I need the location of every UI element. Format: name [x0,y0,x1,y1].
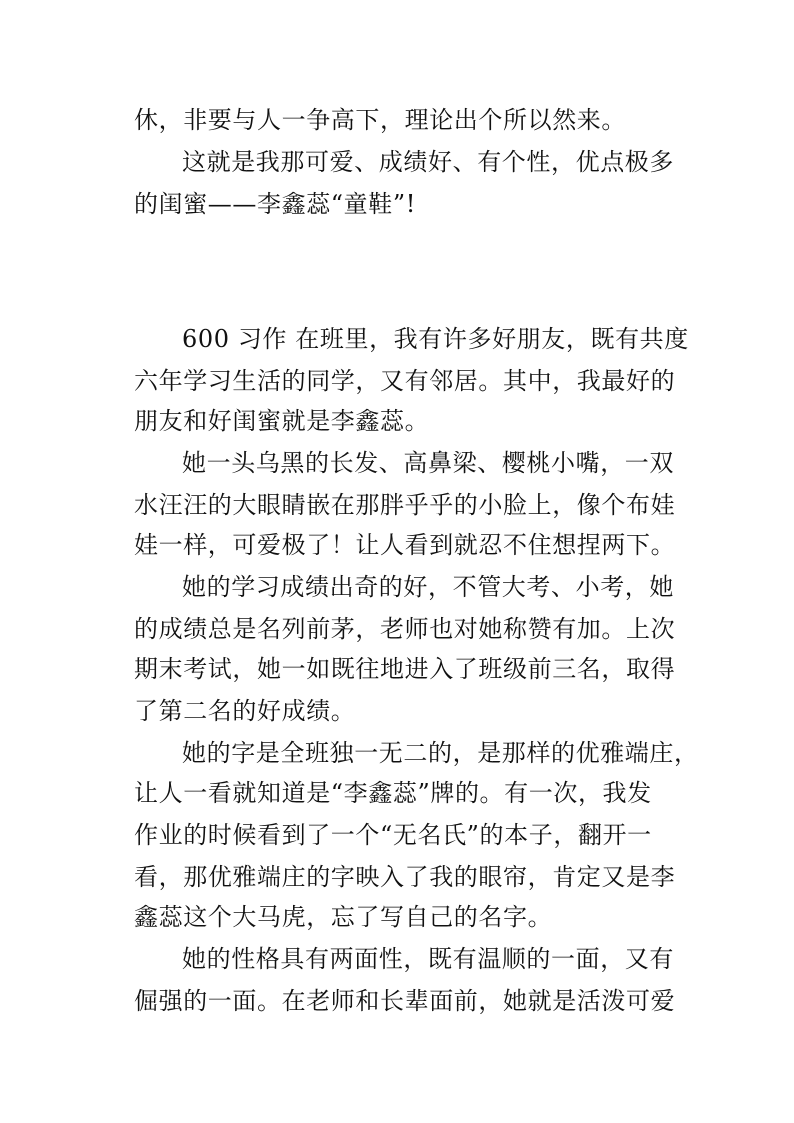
text-line: 这就是我那可爱、成绩好、有个性，优点极多 [182,148,674,176]
text-line: 六年学习生活的同学，又有邻居。其中，我最好的 [134,367,676,395]
text-line: 朋友和好闺蜜就是李鑫蕊。 [134,407,430,435]
text-line: 娃一样，可爱极了！让人看到就忍不住想捏两下。 [134,531,676,559]
text-line: 的闺蜜——李鑫蕊“童鞋”! [134,190,416,218]
text-line: 倔强的一面。在老师和长辈面前，她就是活泼可爱 [134,987,676,1015]
text-line: 休，非要与人一争高下，理论出个所以然来。 [134,106,626,134]
text-line: 水汪汪的大眼睛嵌在那胖乎乎的小脸上，像个布娃 [134,491,676,519]
text-line: 了第二名的好成绩。 [134,697,356,725]
text-line: 作业的时候看到了一个“无名氏”的本子，翻开一 [134,821,652,849]
text-line: 她一头乌黑的长发、高鼻梁、樱桃小嘴，一双 [182,449,674,477]
text-line: 她的字是全班独一无二的，是那样的优雅端庄， [182,739,699,767]
text-line: 期末考试，她一如既往地进入了班级前三名，取得 [134,655,676,683]
text-line: 鑫蕊这个大马虎，忘了写自己的名字。 [134,903,553,931]
text-line: 的成绩总是名列前茅，老师也对她称赞有加。上次 [134,615,676,643]
text-line: 看，那优雅端庄的字映入了我的眼帘，肯定又是李 [134,863,676,891]
text-line: 她的性格具有两面性，既有温顺的一面，又有 [182,945,674,973]
text-line: 她的学习成绩出奇的好，不管大考、小考，她 [182,573,674,601]
text-line: 600 习作 在班里，我有许多好朋友，既有共度 [182,325,689,353]
text-line: 让人一看就知道是“李鑫蕊”牌的。有一次，我发 [134,779,652,807]
